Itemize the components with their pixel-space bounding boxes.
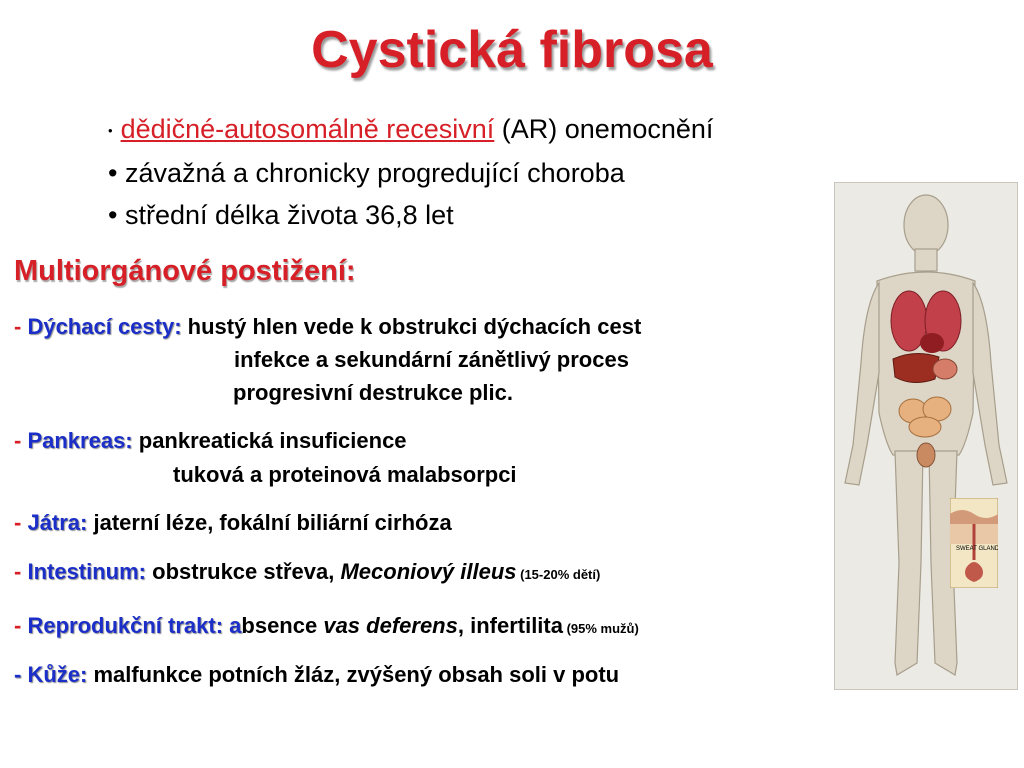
- dash: -: [14, 314, 28, 339]
- dash: -: [14, 428, 28, 453]
- item-pancreas: [14, 425, 407, 457]
- reproductive-italic: vas deferens: [323, 613, 458, 638]
- airways-text-3: progresivní destrukce plic.: [233, 380, 513, 405]
- liver-icon: [893, 353, 939, 382]
- sweat-gland-inset: [950, 498, 998, 588]
- slide-title: Cystická fibrosa: [311, 21, 713, 79]
- reproductive-note: (95% mužů): [562, 621, 639, 636]
- liver-text: jaterní léze, fokální biliární cirhóza: [87, 510, 452, 535]
- inheritance-link[interactable]: dědičné-autosomálně recesivní: [120, 114, 495, 144]
- sweat-gland-icon: [950, 498, 998, 588]
- intro-line-3: • střední délka života 36,8 let: [108, 199, 454, 230]
- dash: -: [14, 510, 28, 535]
- intro-line-2: • závažná a chronicky progredující choroba: [108, 157, 625, 188]
- pancreas-label: Pankreas:: [27, 428, 133, 453]
- intestine-italic: Meconiový illeus: [340, 559, 517, 584]
- airways-text-1: hustý hlen vede k obstrukci dýchacích cest: [181, 314, 642, 339]
- skin-text: malfunkce potních žláz, zvýšený obsah soli v potu: [87, 662, 620, 687]
- item-skin: [14, 659, 619, 691]
- item-airways: [14, 311, 641, 343]
- item-intestine: [14, 556, 600, 591]
- heart-icon: [920, 333, 944, 353]
- intro-line-1-rest: (AR) onemocnění: [494, 114, 714, 144]
- dash: -: [14, 613, 28, 638]
- reproductive-text-2: , infertilita: [457, 613, 563, 638]
- human-body-illustration: [835, 183, 1017, 689]
- airways-text-2: infekce a sekundární zánětlivý proces: [234, 347, 629, 372]
- intro-bullets: [108, 108, 713, 236]
- skin-label: - Kůže:: [14, 662, 88, 687]
- stomach-icon: [933, 359, 957, 379]
- intestine-note: (15-20% dětí): [516, 567, 601, 582]
- airways-label: Dýchací cesty:: [27, 314, 182, 339]
- dash: -: [14, 559, 28, 584]
- pancreas-text-1: pankreatická insuficience: [132, 428, 407, 453]
- item-liver: [14, 507, 452, 539]
- intro-line-1: [108, 108, 713, 152]
- bullet-dot: •: [108, 122, 113, 138]
- reproductive-label: Reprodukční trakt: a: [27, 613, 242, 638]
- anatomy-figure: [834, 182, 1018, 690]
- intestine-label: Intestinum:: [27, 559, 147, 584]
- sweat-gland-label: SWEAT GLAND: [956, 546, 998, 552]
- reproductive-icon: [917, 443, 935, 467]
- pancreas-text-2: tuková a proteinová malabsorpci: [173, 462, 517, 487]
- liver-label: Játra:: [27, 510, 88, 535]
- intestine-text: obstrukce střeva,: [146, 559, 341, 584]
- item-reproductive: [14, 610, 639, 645]
- reproductive-text: bsence: [241, 613, 324, 638]
- section-heading: Multiorgánové postižení:: [14, 255, 356, 287]
